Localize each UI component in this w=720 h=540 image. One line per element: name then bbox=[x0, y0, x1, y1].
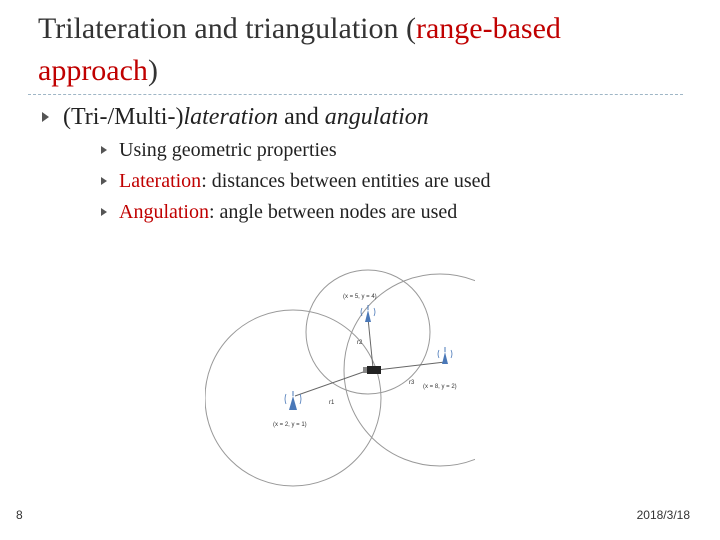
bullet-item2-text bbox=[119, 170, 491, 193]
label-top: (x = 5, y = 4) bbox=[343, 294, 377, 300]
bullet-item3-rest: : angle between nodes are used bbox=[209, 200, 458, 223]
bullet-level1-italic1: lateration bbox=[183, 103, 279, 130]
tower-top-icon bbox=[361, 305, 375, 322]
bullet-item2-red: Lateration bbox=[119, 169, 202, 192]
trilateration-figure bbox=[205, 258, 475, 498]
tower-left-icon bbox=[285, 391, 301, 410]
slide-title bbox=[38, 8, 688, 92]
bullet-level1-mid: and bbox=[278, 103, 325, 130]
title-red-2: approach bbox=[38, 54, 148, 87]
tower-right-icon bbox=[438, 347, 452, 364]
range-line-right bbox=[377, 362, 445, 370]
circle-top bbox=[306, 270, 430, 394]
bullet-level1-italic2: angulation bbox=[324, 103, 429, 130]
bullet-level1-text bbox=[63, 104, 429, 131]
trilateration-diagram bbox=[205, 258, 475, 498]
bullet-level2-item1 bbox=[101, 136, 337, 164]
page-number: 8 bbox=[16, 508, 23, 522]
bullet-item3-red: Angulation bbox=[119, 200, 209, 223]
title-divider bbox=[28, 94, 683, 95]
bullet-level2-item2 bbox=[101, 167, 491, 195]
bullet-item1-text: Using geometric properties bbox=[119, 138, 337, 161]
footer-date: 2018/3/18 bbox=[636, 508, 690, 522]
bullet-level1 bbox=[42, 100, 429, 134]
mobile-device-icon bbox=[367, 366, 381, 374]
label-left: (x = 2, y = 1) bbox=[273, 422, 307, 428]
bullet-arrow-icon bbox=[101, 177, 107, 185]
title-main: Trilateration and triangulation ( bbox=[38, 12, 416, 45]
bullet-arrow-icon bbox=[42, 112, 49, 122]
label-r3: r3 bbox=[409, 380, 415, 386]
label-r1: r1 bbox=[329, 400, 335, 406]
bullet-level2-item3 bbox=[101, 198, 457, 226]
title-red-1: range-based bbox=[415, 12, 561, 45]
range-line-top bbox=[368, 318, 373, 368]
bullet-item2-rest: : distances between entities are used bbox=[201, 169, 491, 192]
range-line-left bbox=[295, 370, 369, 396]
title-close: ) bbox=[147, 54, 158, 87]
bullet-item3-text bbox=[119, 201, 457, 224]
bullet-arrow-icon bbox=[101, 146, 107, 154]
bullet-level1-prefix: (Tri-/Multi-) bbox=[63, 103, 184, 130]
device-antenna-icon bbox=[363, 367, 367, 373]
label-r2: r2 bbox=[357, 340, 363, 346]
label-right: (x = 8, y = 2) bbox=[423, 384, 457, 390]
bullet-arrow-icon bbox=[101, 208, 107, 216]
